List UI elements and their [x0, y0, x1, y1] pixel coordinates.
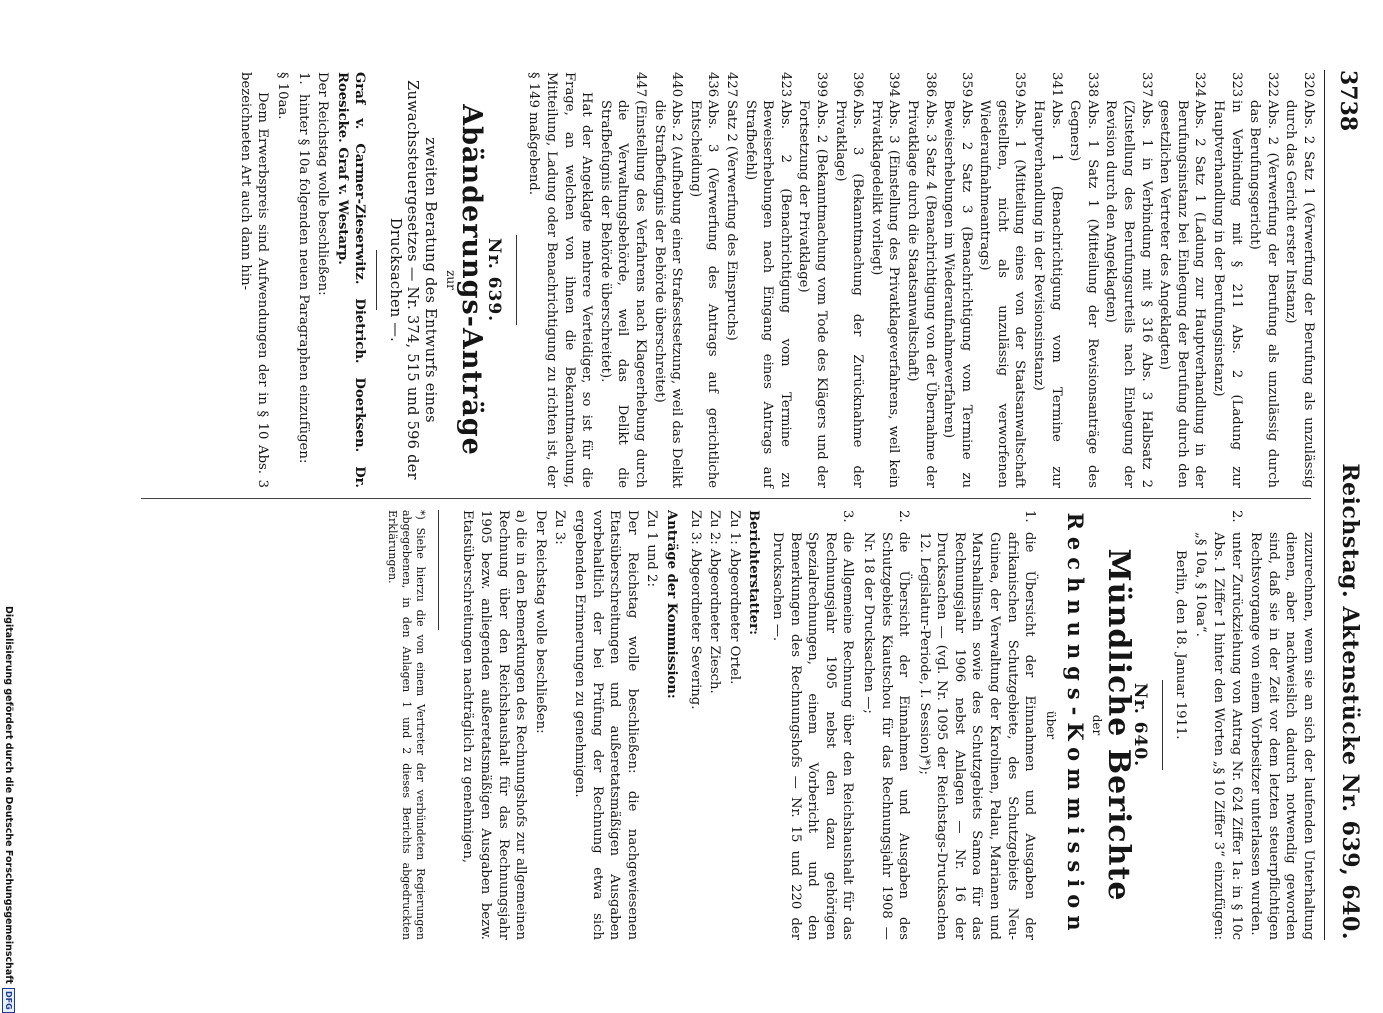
motion-authors: Graf v. Carmer-Zieserwitz. Dietrich. Doerksen. Dr. Roesicke. Graf v. Westarp.	[334, 72, 368, 488]
section-divider	[1162, 680, 1163, 770]
zu-text: Der Reichstag wolle beschließen: die nachgewiesenen Etatsüberschreitungen und außeretatsmäßigen Ausgaben vorbehaltlich der bei Prüfung der Rechnung etwa sich ergebenden Erinnerungen zu genehmigen.	[572, 510, 640, 940]
footnote: *) Siehe hierzu die von einem Vertreter der verbündeten Regierungen abgegebenen, in den Anlagen 1 und 2 dieses Berichts abgedruckten Erklärungen.	[385, 510, 427, 940]
document-heading: Mündliche Berichte	[1100, 548, 1136, 902]
zu-label: Zu 1 und 2:	[644, 510, 660, 587]
page-number: 3738	[1335, 70, 1361, 132]
list-item: 338 Abs. 1 Satz 1 (Mitteilung der Revisionsanträge des Gegners)	[1067, 72, 1100, 488]
motion-item: 2. unter Zurückziehung von Antrag Nr. 624 Ziffer 1a: in § 10c Abs. 1 Ziffer 1 hinter den Worten „§ 10 Ziffer 3“ einzufügen: „§ 10a, § 10aa“.	[1193, 510, 1244, 940]
heading-connector: über	[1043, 710, 1058, 740]
list-item: 423 Abs. 2 (Benachrichtigung vom Termine zu Beweiserhebungen nach Eingang eines Antrags auf Strafbefehl)	[742, 72, 793, 488]
document-number: Nr. 640.	[1130, 682, 1151, 768]
page-header	[1324, 70, 1365, 940]
footnote-rule	[438, 510, 439, 630]
paragraph-text: Dem Erwerbspreis sind Aufwendungen der in § 10 Abs. 3 bezeichneten Art auch dann hin-	[237, 72, 271, 488]
report-item: 2. die Übersicht der Einnahmen und Ausgaben des Schutzgebiets Kiautschou für das Rechnungsjahr 1908 — Nr. 18 der Drucksachen —;	[860, 510, 912, 940]
zu-label: Zu 3:	[552, 510, 568, 545]
list-item: 341 Abs. 1 (Benachrichtigung vom Termine zur Hauptverhandlung in der Revisionsinstanz)	[1031, 72, 1064, 488]
document-number: Nr. 639.	[483, 237, 504, 323]
berichterstatter-label: Berichterstatter:	[746, 510, 762, 635]
column-divider	[141, 498, 1311, 499]
document-subject: zweiten Beratung des Entwurfs eines Zuwachssteuergesetzes — Nr. 374, 515 und 596 der Drucksachen —.	[386, 80, 439, 480]
place-date: Berlin, den 18. Januar 1911.	[1172, 550, 1188, 740]
motion-intro: Der Reichstag wolle beschließen:	[315, 72, 331, 296]
section-divider	[516, 235, 517, 325]
list-item: 386 Abs. 3 Satz 4 (Benachrichtigung von der Übernahme der Privatklage durch die Staatsanwaltschaft)	[904, 72, 938, 488]
zu-subitem: a) die in den Bemerkungen des Rechnungshofs zur allgemeinen Rechnung über den Reichshaushalt für das Rechnungsjahr 1905 bezw. anliegenden außeretatsmäßigen Ausgaben bezw. Etatsüberschreitungen nachträglich zu genehmigen,	[460, 510, 529, 940]
list-item: 337 Abs. 1 in Verbindung mit § 316 Abs. 3 Halbsatz 2 (Zustellung des Berufungsurteils nach Einlegung der Revision durch den Angeklagten)	[1103, 72, 1154, 488]
heading-connector: zur	[443, 270, 458, 290]
list-item: 359 Abs. 2 Satz 3 (Benachrichtigung vom Termine zu Beweiserhebungen im Wiederaufnahmeverfahren)	[941, 72, 974, 488]
continuation-text: zuzurechnen, wenn sie an sich der laufenden Unterhaltung dienen, aber nachweislich dadurch notwendig geworden sind, daß sie in der Zeit vor dem letzten steuerpflichtigen Rechtsvorgange von einem Vorbesitzer unterlassen wurden.	[1248, 532, 1316, 940]
list-item: 322 Abs. 2 (Verwerfung der Berufung als unzulässig durch das Berufungsgericht)	[1247, 72, 1280, 488]
right-column	[374, 510, 1317, 940]
heading-connector: der	[1090, 714, 1105, 736]
list-item: 399 Abs. 2 (Bekanntmachung vom Tode des Klägers und der Fortsetzung der Privatklage)	[796, 72, 829, 488]
list-item: 323 in Verbindung mit § 211 Abs. 2 (Ladung zur Hauptverhandlung in der Berufungsinstanz)	[1211, 72, 1244, 488]
list-item: 396 Abs. 3 (Bekanntmachung der Zurücknahme der Privatklage)	[832, 72, 866, 488]
document-heading: Abänderungs-Anträge	[456, 104, 488, 456]
list-item: 440 Abs. 2 (Aufhebung einer Strafsestsetzung, weil das Delikt die Strafbefugnis der Behörde überschreitet)	[651, 72, 685, 488]
commission-name: Rechnungs-Kommission	[1063, 512, 1089, 938]
list-item: 359 Abs. 1 (Mitteilung eines von der Staatsanwaltschaft gestellten, nicht als unzulässig verworfenen Wiederaufnahmeantrags)	[977, 72, 1028, 488]
digitization-credit	[0, 606, 20, 1010]
list-item: 436 Abs. 3 (Verwerfung des Antrags auf gerichtliche Entscheidung)	[687, 72, 721, 488]
dfg-logo-icon: DFG	[3, 988, 16, 1013]
section-divider	[376, 250, 377, 310]
list-item: 447 (Einstellung des Verfahrens nach Klageerhebung durch die Verwaltungsbehörde, weil das Delikt die Strafbefugnis der Behörde überschreitet).	[597, 72, 649, 488]
paragraph-label: § 10aa.	[274, 72, 290, 120]
zu-text: Der Reichstag wolle beschließen:	[532, 510, 548, 734]
left-column	[234, 72, 1317, 488]
berichterstatter-entry: Zu 2: Abgeordneter Ziesch.	[707, 510, 723, 694]
report-item: 3. die Allgemeine Rechnung über den Reichshaushalt für das Rechnungsjahr 1905 nebst den dazu gehörigen Spezialrechnungen, einem Vorbericht und den Bemerkungen des Rechnungshofs — Nr. 15 und 220 der Drucksachen —.	[769, 510, 856, 940]
report-item: 1. die Übersicht der Einnahmen und Ausgaben der afrikanischen Schutzgebiete, des Schutzgebiets Neu-Guinea, der Verwaltung der Karolinen, Palau, Marianen und Marshallinseln sowie des Schutzgebiets Samoa für das Rechnungsjahr 1906 nebst Anlagen — Nr. 16 der Drucksachen — (vgl. Nr. 1095 der Reichstags-Drucksachen 12. Legislatur-Periode, I. Session)*);	[916, 510, 1038, 940]
motion-item: 1. hinter § 10a folgenden neuen Paragraphen einzufügen:	[295, 72, 311, 464]
list-item: 320 Abs. 2 Satz 1 (Verwerfung der Berufung als unzulässig durch das Gericht erster Instanz)	[1283, 72, 1316, 488]
list-item: 427 Satz 2 (Verwerfung des Einspruchs)	[724, 72, 739, 341]
berichterstatter-entry: Zu 1: Abgeordneter Ortel.	[726, 510, 742, 685]
page-title: Reichstag. Aktenstücke Nr. 639, 640.	[1337, 463, 1363, 940]
credit-text: Digitalisierung gefördert durch die Deutsche Forschungsgemeinschaft	[3, 606, 15, 984]
berichterstatter-entry: Zu 3: Abgeordneter Severing.	[687, 510, 703, 710]
list-item: 324 Abs. 2 Satz 1 (Ladung zur Hauptverhandlung in der Berufungsinstanz bei Einlegung der Berufung durch den gesetzlichen Vertreter des Angeklagten)	[1157, 72, 1208, 488]
closing-paragraph: Hat der Angeklagte mehrere Verteidiger, so ist für die Frage, an welchen von ihnen die Bekanntmachung, Mitteilung, Ladung oder Benachrichtigung zu richten ist, der § 149 maßgebend.	[526, 72, 595, 488]
list-item: 394 Abs. 3 (Einstellung des Privatklageverfahrens, weil kein Privatklagedelikt vorliegt)	[868, 72, 902, 488]
antraege-label: Anträge der Kommission:	[664, 510, 679, 699]
